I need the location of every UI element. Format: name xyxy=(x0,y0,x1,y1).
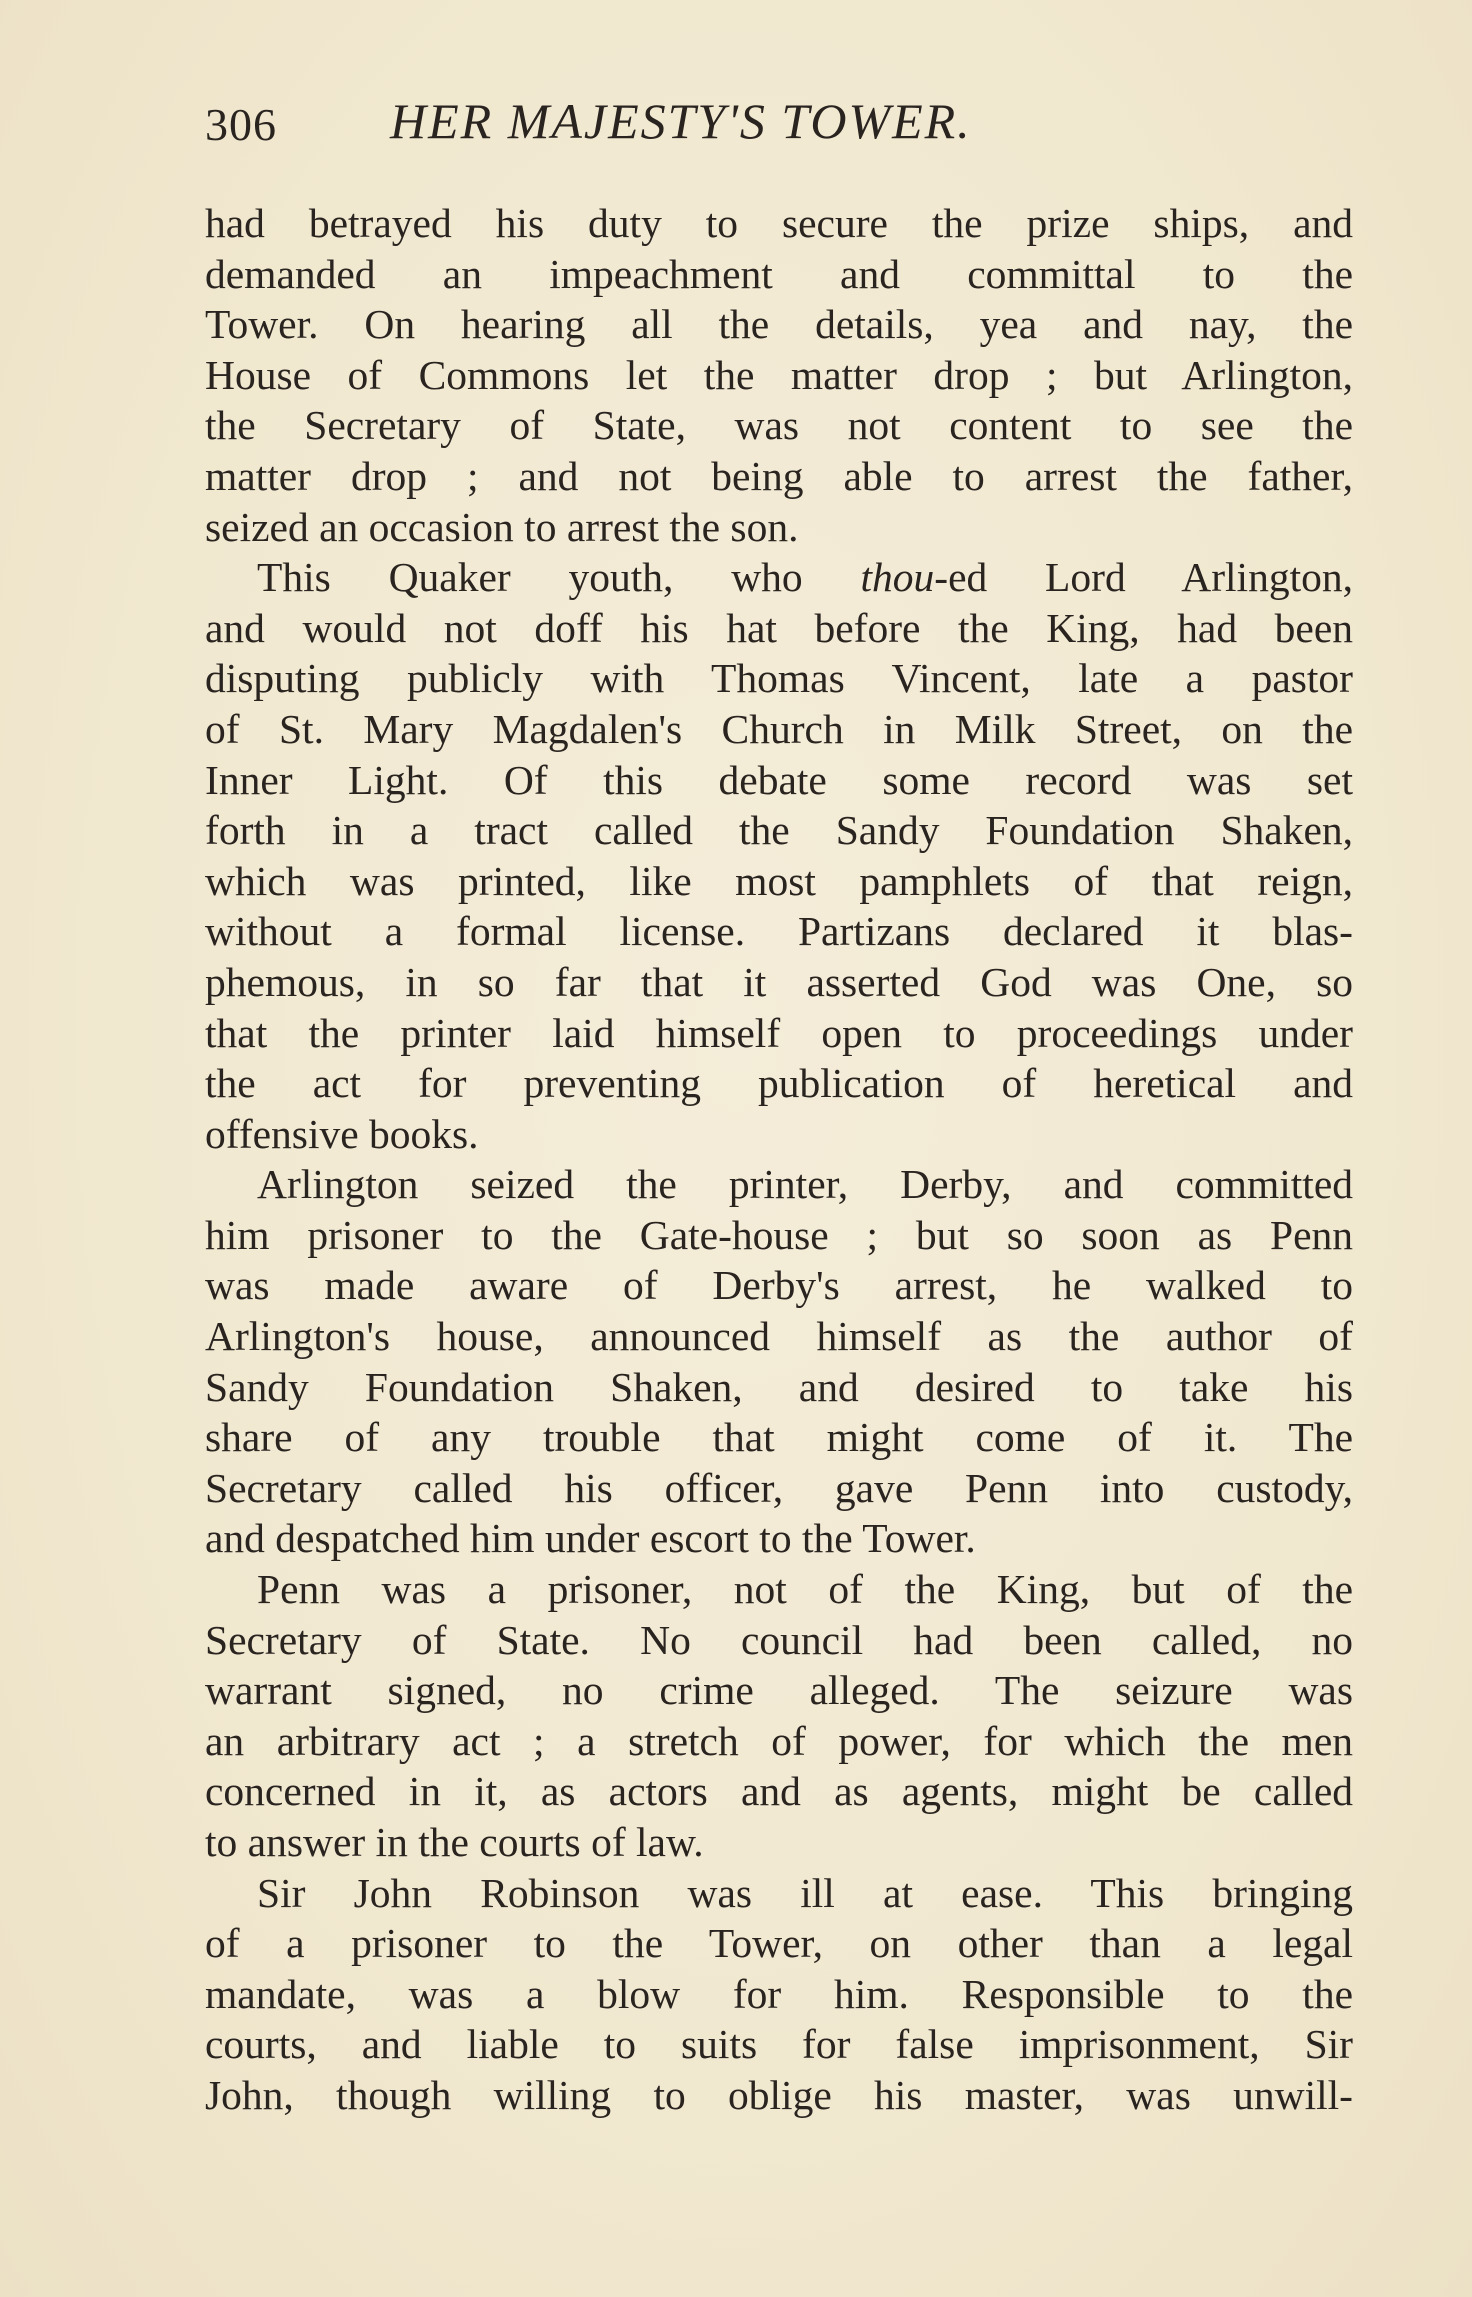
text-line: Sir John Robinson was ill at ease. This bringing xyxy=(257,1869,1353,1916)
text-line: Arlington's house, announced himself as the author of xyxy=(205,1313,1353,1360)
text-line: Penn was a prisoner, not of the King, but of the xyxy=(257,1566,1353,1613)
text-line: which was printed, like most pamphlets of that reign, xyxy=(205,857,1353,904)
text-fragment: This Quaker youth, who xyxy=(257,554,861,601)
text-line: House of Commons let the matter drop ; but Arlington, xyxy=(205,351,1353,398)
text-line xyxy=(205,552,1353,603)
text-line: seized an occasion to arrest the son. xyxy=(205,503,799,550)
text-line: of St. Mary Magdalen's Church in Milk Street, on the xyxy=(205,705,1353,752)
text-line: share of any trouble that might come of it. The xyxy=(205,1414,1353,1461)
page-header xyxy=(205,92,1350,162)
body-text xyxy=(205,198,1353,2121)
text-line: an arbitrary act ; a stretch of power, for which the men xyxy=(205,1717,1353,1764)
text-line: Inner Light. Of this debate some record was set xyxy=(205,756,1353,803)
text-line: disputing publicly with Thomas Vincent, late a pastor xyxy=(205,655,1353,702)
text-line: demanded an impeachment and committal to the xyxy=(205,250,1353,297)
text-line: courts, and liable to suits for false imprisonment, Sir xyxy=(205,2021,1353,2068)
text-line: Secretary of State. No council had been called, no xyxy=(205,1616,1353,1663)
text-line: the Secretary of State, was not content to see the xyxy=(205,402,1353,449)
text-line: and would not doff his hat before the King, had been xyxy=(205,604,1353,651)
text-line: mandate, was a blow for him. Responsible to the xyxy=(205,1970,1353,2017)
text-line: concerned in it, as actors and as agents, might be called xyxy=(205,1768,1353,1815)
text-line: matter drop ; and not being able to arrest the father, xyxy=(205,452,1353,499)
running-title: HER MAJESTY'S TOWER. xyxy=(390,93,972,149)
text-line: Sandy Foundation Shaken, and desired to take his xyxy=(205,1363,1353,1410)
italic-word: thou xyxy=(860,554,935,601)
text-line: of a prisoner to the Tower, on other than a legal xyxy=(205,1920,1353,1967)
text-line: forth in a tract called the Sandy Foundation Shaken, xyxy=(205,807,1353,854)
text-line: Secretary called his officer, gave Penn into custody, xyxy=(205,1464,1353,1511)
page-number: 306 xyxy=(205,99,277,150)
text-line: Arlington seized the printer, Derby, and committed xyxy=(257,1161,1353,1208)
text-line: warrant signed, no crime alleged. The seizure was xyxy=(205,1667,1353,1714)
text-line: to answer in the courts of law. xyxy=(205,1819,704,1865)
text-line: without a formal license. Partizans declared it blas- xyxy=(205,908,1353,955)
text-line: phemous, in so far that it asserted God was One, so xyxy=(205,958,1353,1005)
text-line: the act for preventing publication of heretical and xyxy=(205,1060,1353,1107)
text-line: that the printer laid himself open to proceedings under xyxy=(205,1009,1353,1056)
text-line: was made aware of Derby's arrest, he walked to xyxy=(205,1262,1353,1309)
text-fragment: -ed Lord Arlington, xyxy=(934,554,1353,601)
text-line: offensive books. xyxy=(205,1110,479,1157)
text-line: had betrayed his duty to secure the prize ships, and xyxy=(205,200,1353,246)
text-line: Tower. On hearing all the details, yea and nay, the xyxy=(205,301,1353,348)
text-line: and despatched him under escort to the Tower. xyxy=(205,1515,976,1562)
text-line: him prisoner to the Gate-house ; but so soon as Penn xyxy=(205,1211,1353,1258)
text-line: John, though willing to oblige his master, was unwill- xyxy=(205,2071,1353,2118)
